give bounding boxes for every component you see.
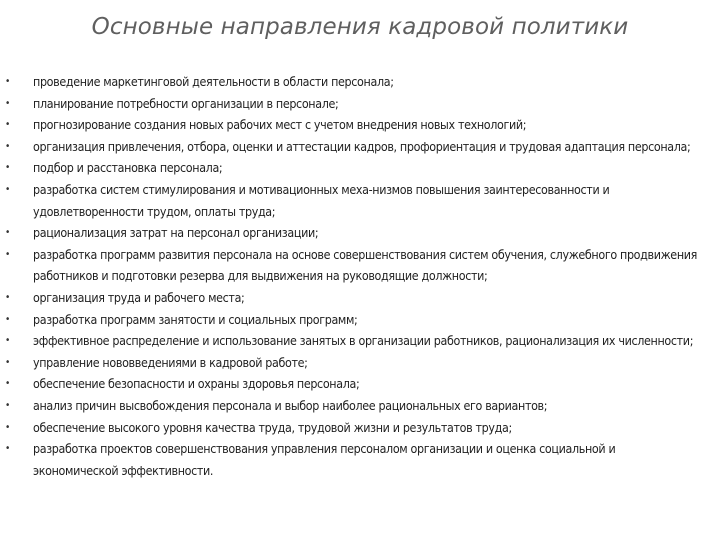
list-item (0, 417, 720, 439)
bullet-icon: • (5, 119, 10, 131)
list-item-text: обеспечение высокого уровня качества труда, трудовой жизни и результатов труда; (33, 419, 512, 435)
bullet-icon: • (5, 421, 10, 433)
list-item-text: организация привлечения, отбора, оценки и аттестации кадров, профориентация и трудовая адаптация персонала; (33, 138, 691, 154)
list-item (0, 395, 720, 417)
bullet-icon: • (5, 335, 10, 347)
list-item-text: организация труда и рабочего места; (33, 289, 245, 305)
bullet-icon: • (5, 378, 10, 390)
bullet-icon: • (5, 443, 10, 455)
list-item-text: прогнозирование создания новых рабочих мест с учетом внедрения новых технологий; (33, 117, 527, 133)
slide-title: Основные направления кадровой политики (91, 14, 629, 40)
bullet-icon: • (5, 313, 10, 325)
list-item (0, 309, 720, 331)
list-item-text: обеспечение безопасности и охраны здоровья персонала; (33, 376, 360, 392)
list-item (0, 222, 720, 244)
bullet-icon: • (5, 76, 10, 87)
bullet-icon: • (5, 140, 10, 152)
list-item (0, 179, 720, 222)
list-item-text: планирование потребности организации в персонале; (33, 95, 339, 111)
list-item (0, 157, 720, 179)
list-item (0, 438, 720, 481)
list-item-text: разработка проектов совершенствования управления персоналом организации и оценка социальной и экономической эффективности. (33, 441, 616, 478)
list-item (0, 330, 720, 352)
bullet-icon: • (5, 227, 10, 239)
list-item-text: подбор и расстановка персонала; (33, 160, 223, 176)
bullet-icon: • (5, 183, 10, 195)
bullet-icon: • (5, 399, 10, 411)
bullet-list (0, 71, 720, 481)
bullet-icon: • (5, 248, 10, 260)
list-item (0, 136, 720, 158)
list-item-text: рационализация затрат на персонал организации; (33, 225, 319, 241)
list-item-text: разработка программ развития персонала на основе совершенствования систем обучения, служебного продвижения работников и подготовки резерва для выдвижения на руководящие должности; (33, 246, 698, 284)
list-item-text: проведение маркетинговой деятельности в области персонала; (33, 74, 394, 89)
list-item-text: разработка систем стимулирования и мотивационных меха-низмов повышения заинтересованности и удовлетворенности трудом, оплаты труда; (33, 181, 610, 219)
list-item-text: анализ причин высвобождения персонала и выбор наиболее рациональных его вариантов; (33, 397, 548, 413)
list-item-text: разработка программ занятости и социальных программ; (33, 311, 358, 327)
list-item (0, 93, 720, 115)
bullet-icon: • (5, 162, 10, 174)
list-item (0, 114, 720, 136)
bullet-icon: • (5, 356, 10, 368)
bullet-icon: • (5, 97, 10, 109)
list-item-text: эффективное распределение и использование занятых в организации работников, рационализация их численности; (33, 333, 694, 349)
list-item-text: управление нововведениями в кадровой работе; (33, 354, 308, 370)
list-item (0, 71, 720, 93)
list-item (0, 373, 720, 395)
list-item (0, 244, 720, 287)
list-item (0, 287, 720, 309)
list-item (0, 352, 720, 374)
bullet-icon: • (5, 291, 10, 303)
